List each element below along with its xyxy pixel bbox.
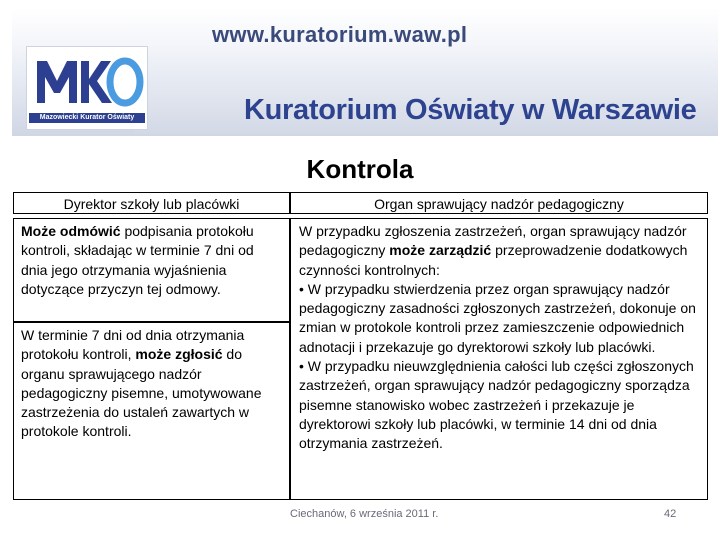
paragraph-text: przeprowadzenie dodatkowych czynności kontrolnych:: [299, 242, 688, 278]
paragraph-text: W terminie 7 dni od dnia otrzymania protokołu kontroli,: [21, 327, 245, 363]
paragraph-text: do organu sprawującego nadzór pedagogiczny pisemne, umotywowane zastrzeżenia do ustaleń zawartych w protokole kontroli.: [21, 346, 262, 440]
right-column-header: Organ sprawujący nadzór pedagogiczny: [290, 192, 708, 214]
bold-phrase: może zarządzić: [389, 242, 492, 259]
page-number: 42: [664, 508, 677, 520]
mko-logo: [26, 46, 148, 130]
bold-phrase: Może odmówić: [21, 223, 121, 239]
director-objection-box: [13, 322, 290, 500]
paragraph-text: W przypadku zgłoszenia zastrzeżeń, organ sprawujący nadzór pedagogiczny: [299, 223, 687, 259]
director-refusal-box: [13, 218, 290, 322]
bullet-item: • W przypadku nieuwzględnienia całości lub części zgłoszonych zastrzeżeń, organ sprawujący nadzór pedagogiczny sporządza pisemne stanowisko wobec zastrzeżeń i przekazuje je dyrektorowi szkoły lub placówki, w terminie 14 dni od dnia otrzymania zastrzeżeń.: [299, 358, 694, 452]
left-column-header: Dyrektor szkoły lub placówki: [13, 192, 290, 214]
page-title: Kuratorium Oświaty w Warszawie: [244, 94, 697, 126]
slide-heading: [0, 154, 720, 185]
paragraph-text: podpisania protokołu kontroli, składając w terminie 7 dni od dnia jego otrzymania wyjaśnienia dotyczące przyczyn tej odmowy.: [21, 223, 254, 297]
bold-phrase: może zgłosić: [135, 346, 223, 363]
supervisory-body-box: [290, 218, 708, 500]
header-banner: [12, 8, 718, 136]
footer-place-date: Ciechanów, 6 września 2011 r.: [290, 508, 439, 520]
bullet-item: • W przypadku stwierdzenia przez organ sprawujący nadzór pedagogiczny zasadności zgłoszonych zastrzeżeń, dokonuje on zmian w protokole kontroli przez zamieszczenie odpowiednich adnotacji i przekazuje go dyrektorowi szkoły lub placówki.: [299, 280, 696, 355]
logo-caption: Mazowiecki Kurator Oświaty: [29, 113, 145, 123]
mko-logo-icon: [27, 47, 147, 113]
site-url[interactable]: www.kuratorium.waw.pl: [212, 22, 468, 47]
slide-heading-text: Kontrola: [306, 154, 414, 184]
